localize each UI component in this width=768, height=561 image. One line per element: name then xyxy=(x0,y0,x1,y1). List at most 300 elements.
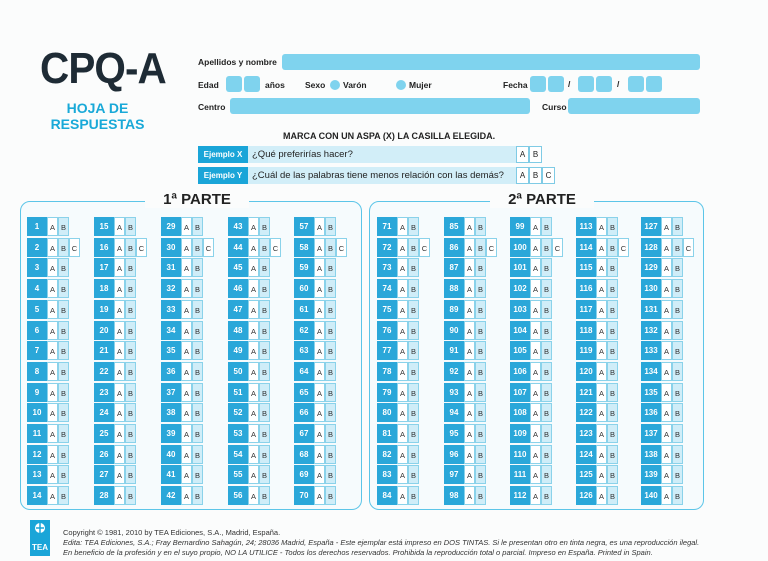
answer-option-b[interactable]: B xyxy=(259,321,270,340)
answer-option-a[interactable]: A xyxy=(248,465,259,484)
answer-option-b[interactable]: B xyxy=(325,238,336,257)
answer-option-b[interactable]: B xyxy=(607,300,618,319)
answer-option-a[interactable]: A xyxy=(181,321,192,340)
answer-option-a[interactable]: A xyxy=(596,445,607,464)
answer-option-b[interactable]: B xyxy=(125,321,136,340)
answer-option-a[interactable]: A xyxy=(181,258,192,277)
answer-option-a[interactable]: A xyxy=(464,258,475,277)
answer-option-a[interactable]: A xyxy=(464,279,475,298)
answer-option-b[interactable]: B xyxy=(408,341,419,360)
answer-option-c[interactable]: C xyxy=(69,238,80,257)
answer-option-b[interactable]: B xyxy=(58,362,69,381)
edad-field-1[interactable] xyxy=(226,76,242,92)
answer-option-a[interactable]: A xyxy=(596,486,607,505)
answer-option-b[interactable]: B xyxy=(259,217,270,236)
answer-option-b[interactable]: B xyxy=(259,424,270,443)
answer-option-b[interactable]: B xyxy=(541,486,552,505)
answer-option-b[interactable]: B xyxy=(58,424,69,443)
answer-option-a[interactable]: A xyxy=(397,445,408,464)
answer-option-b[interactable]: B xyxy=(541,424,552,443)
answer-option-b[interactable]: B xyxy=(475,321,486,340)
answer-option-a[interactable]: A xyxy=(397,279,408,298)
answer-option-a[interactable]: A xyxy=(248,258,259,277)
answer-option-a[interactable]: A xyxy=(47,362,58,381)
answer-option-b[interactable]: B xyxy=(475,258,486,277)
answer-option-b[interactable]: B xyxy=(58,383,69,402)
answer-option-a[interactable]: A xyxy=(181,341,192,360)
answer-option-b[interactable]: B xyxy=(325,383,336,402)
answer-option-c[interactable]: C xyxy=(552,238,563,257)
answer-option-a[interactable]: A xyxy=(661,321,672,340)
example-y-option-a[interactable]: A xyxy=(516,167,529,184)
answer-option-a[interactable]: A xyxy=(530,258,541,277)
answer-option-b[interactable]: B xyxy=(672,217,683,236)
answer-option-b[interactable]: B xyxy=(192,424,203,443)
answer-option-a[interactable]: A xyxy=(596,403,607,422)
answer-option-b[interactable]: B xyxy=(475,445,486,464)
answer-option-a[interactable]: A xyxy=(248,403,259,422)
answer-option-c[interactable]: C xyxy=(486,238,497,257)
answer-option-b[interactable]: B xyxy=(192,341,203,360)
answer-option-a[interactable]: A xyxy=(181,362,192,381)
answer-option-a[interactable]: A xyxy=(114,465,125,484)
answer-option-b[interactable]: B xyxy=(125,362,136,381)
answer-option-a[interactable]: A xyxy=(464,383,475,402)
answer-option-b[interactable]: B xyxy=(125,300,136,319)
answer-option-a[interactable]: A xyxy=(47,258,58,277)
answer-option-b[interactable]: B xyxy=(259,445,270,464)
answer-option-a[interactable]: A xyxy=(661,238,672,257)
answer-option-b[interactable]: B xyxy=(541,238,552,257)
answer-option-a[interactable]: A xyxy=(464,321,475,340)
answer-option-a[interactable]: A xyxy=(114,445,125,464)
answer-option-b[interactable]: B xyxy=(672,300,683,319)
answer-option-b[interactable]: B xyxy=(541,321,552,340)
answer-option-a[interactable]: A xyxy=(181,486,192,505)
answer-option-b[interactable]: B xyxy=(607,445,618,464)
answer-option-a[interactable]: A xyxy=(596,465,607,484)
answer-option-c[interactable]: C xyxy=(270,238,281,257)
answer-option-a[interactable]: A xyxy=(661,279,672,298)
answer-option-a[interactable]: A xyxy=(530,445,541,464)
answer-option-a[interactable]: A xyxy=(530,362,541,381)
answer-option-b[interactable]: B xyxy=(408,424,419,443)
answer-option-a[interactable]: A xyxy=(314,321,325,340)
answer-option-b[interactable]: B xyxy=(475,279,486,298)
answer-option-a[interactable]: A xyxy=(397,403,408,422)
answer-option-b[interactable]: B xyxy=(475,403,486,422)
answer-option-a[interactable]: A xyxy=(464,445,475,464)
answer-option-a[interactable]: A xyxy=(314,424,325,443)
answer-option-b[interactable]: B xyxy=(475,424,486,443)
answer-option-a[interactable]: A xyxy=(314,403,325,422)
answer-option-b[interactable]: B xyxy=(325,321,336,340)
answer-option-c[interactable]: C xyxy=(419,238,430,257)
answer-option-b[interactable]: B xyxy=(475,238,486,257)
varon-radio[interactable] xyxy=(330,80,340,90)
answer-option-b[interactable]: B xyxy=(125,465,136,484)
answer-option-c[interactable]: C xyxy=(336,238,347,257)
answer-option-b[interactable]: B xyxy=(607,383,618,402)
answer-option-b[interactable]: B xyxy=(408,279,419,298)
answer-option-a[interactable]: A xyxy=(397,383,408,402)
answer-option-b[interactable]: B xyxy=(408,403,419,422)
answer-option-a[interactable]: A xyxy=(397,465,408,484)
answer-option-a[interactable]: A xyxy=(464,486,475,505)
answer-option-b[interactable]: B xyxy=(325,279,336,298)
answer-option-b[interactable]: B xyxy=(541,258,552,277)
answer-option-c[interactable]: C xyxy=(618,238,629,257)
answer-option-a[interactable]: A xyxy=(661,486,672,505)
answer-option-a[interactable]: A xyxy=(114,424,125,443)
answer-option-a[interactable]: A xyxy=(248,279,259,298)
answer-option-b[interactable]: B xyxy=(58,321,69,340)
answer-option-a[interactable]: A xyxy=(114,217,125,236)
example-y-option-c[interactable]: C xyxy=(542,167,555,184)
answer-option-a[interactable]: A xyxy=(181,465,192,484)
answer-option-a[interactable]: A xyxy=(181,445,192,464)
answer-option-b[interactable]: B xyxy=(607,279,618,298)
answer-option-a[interactable]: A xyxy=(530,403,541,422)
answer-option-a[interactable]: A xyxy=(47,300,58,319)
answer-option-a[interactable]: A xyxy=(661,403,672,422)
answer-option-b[interactable]: B xyxy=(125,238,136,257)
answer-option-a[interactable]: A xyxy=(397,217,408,236)
fecha-day-1[interactable] xyxy=(530,76,546,92)
answer-option-b[interactable]: B xyxy=(192,300,203,319)
answer-option-a[interactable]: A xyxy=(314,217,325,236)
fecha-day-2[interactable] xyxy=(548,76,564,92)
answer-option-a[interactable]: A xyxy=(530,300,541,319)
answer-option-b[interactable]: B xyxy=(192,321,203,340)
answer-option-b[interactable]: B xyxy=(541,362,552,381)
answer-option-a[interactable]: A xyxy=(596,217,607,236)
fecha-year-2[interactable] xyxy=(646,76,662,92)
answer-option-a[interactable]: A xyxy=(661,465,672,484)
answer-option-b[interactable]: B xyxy=(607,217,618,236)
answer-option-a[interactable]: A xyxy=(248,424,259,443)
answer-option-b[interactable]: B xyxy=(259,362,270,381)
answer-option-b[interactable]: B xyxy=(607,258,618,277)
answer-option-b[interactable]: B xyxy=(672,465,683,484)
answer-option-a[interactable]: A xyxy=(464,424,475,443)
answer-option-b[interactable]: B xyxy=(672,403,683,422)
answer-option-a[interactable]: A xyxy=(464,217,475,236)
answer-option-b[interactable]: B xyxy=(607,424,618,443)
answer-option-a[interactable]: A xyxy=(314,362,325,381)
answer-option-b[interactable]: B xyxy=(475,486,486,505)
answer-option-b[interactable]: B xyxy=(541,445,552,464)
answer-option-a[interactable]: A xyxy=(464,403,475,422)
answer-option-b[interactable]: B xyxy=(408,362,419,381)
answer-option-a[interactable]: A xyxy=(530,279,541,298)
answer-option-a[interactable]: A xyxy=(530,238,541,257)
answer-option-a[interactable]: A xyxy=(47,403,58,422)
fecha-year-1[interactable] xyxy=(628,76,644,92)
answer-option-a[interactable]: A xyxy=(114,258,125,277)
answer-option-a[interactable]: A xyxy=(248,217,259,236)
answer-option-b[interactable]: B xyxy=(607,238,618,257)
answer-option-b[interactable]: B xyxy=(672,486,683,505)
answer-option-b[interactable]: B xyxy=(125,403,136,422)
answer-option-a[interactable]: A xyxy=(248,383,259,402)
answer-option-a[interactable]: A xyxy=(530,486,541,505)
answer-option-b[interactable]: B xyxy=(325,217,336,236)
answer-option-a[interactable]: A xyxy=(181,217,192,236)
example-x-option-b[interactable]: B xyxy=(529,146,542,163)
answer-option-b[interactable]: B xyxy=(325,341,336,360)
answer-option-b[interactable]: B xyxy=(259,279,270,298)
answer-option-b[interactable]: B xyxy=(58,258,69,277)
answer-option-b[interactable]: B xyxy=(58,238,69,257)
answer-option-b[interactable]: B xyxy=(541,300,552,319)
answer-option-b[interactable]: B xyxy=(192,217,203,236)
answer-option-a[interactable]: A xyxy=(397,341,408,360)
answer-option-a[interactable]: A xyxy=(530,217,541,236)
answer-option-b[interactable]: B xyxy=(672,383,683,402)
answer-option-b[interactable]: B xyxy=(125,445,136,464)
answer-option-b[interactable]: B xyxy=(125,279,136,298)
answer-option-b[interactable]: B xyxy=(125,424,136,443)
answer-option-b[interactable]: B xyxy=(541,383,552,402)
answer-option-a[interactable]: A xyxy=(181,279,192,298)
answer-option-c[interactable]: C xyxy=(203,238,214,257)
answer-option-b[interactable]: B xyxy=(192,486,203,505)
answer-option-b[interactable]: B xyxy=(325,300,336,319)
answer-option-a[interactable]: A xyxy=(114,279,125,298)
answer-option-b[interactable]: B xyxy=(475,383,486,402)
answer-option-b[interactable]: B xyxy=(607,403,618,422)
answer-option-a[interactable]: A xyxy=(47,238,58,257)
answer-option-a[interactable]: A xyxy=(47,424,58,443)
answer-option-a[interactable]: A xyxy=(314,445,325,464)
answer-option-b[interactable]: B xyxy=(607,486,618,505)
answer-option-a[interactable]: A xyxy=(114,238,125,257)
answer-option-a[interactable]: A xyxy=(661,383,672,402)
answer-option-a[interactable]: A xyxy=(114,321,125,340)
answer-option-b[interactable]: B xyxy=(408,321,419,340)
answer-option-b[interactable]: B xyxy=(672,238,683,257)
answer-option-a[interactable]: A xyxy=(661,258,672,277)
answer-option-a[interactable]: A xyxy=(397,321,408,340)
curso-field[interactable] xyxy=(568,98,700,114)
answer-option-a[interactable]: A xyxy=(47,217,58,236)
answer-option-a[interactable]: A xyxy=(314,238,325,257)
answer-option-a[interactable]: A xyxy=(530,465,541,484)
answer-option-b[interactable]: B xyxy=(541,279,552,298)
answer-option-b[interactable]: B xyxy=(541,403,552,422)
answer-option-b[interactable]: B xyxy=(408,238,419,257)
answer-option-a[interactable]: A xyxy=(248,486,259,505)
answer-option-b[interactable]: B xyxy=(125,258,136,277)
answer-option-a[interactable]: A xyxy=(397,362,408,381)
answer-option-b[interactable]: B xyxy=(259,258,270,277)
answer-option-b[interactable]: B xyxy=(259,238,270,257)
answer-option-b[interactable]: B xyxy=(192,383,203,402)
answer-option-b[interactable]: B xyxy=(259,403,270,422)
answer-option-b[interactable]: B xyxy=(325,403,336,422)
answer-option-b[interactable]: B xyxy=(475,362,486,381)
answer-option-b[interactable]: B xyxy=(259,341,270,360)
answer-option-a[interactable]: A xyxy=(596,383,607,402)
answer-option-b[interactable]: B xyxy=(325,486,336,505)
fecha-month-1[interactable] xyxy=(578,76,594,92)
mujer-radio[interactable] xyxy=(396,80,406,90)
answer-option-a[interactable]: A xyxy=(397,424,408,443)
answer-option-a[interactable]: A xyxy=(114,486,125,505)
answer-option-a[interactable]: A xyxy=(661,424,672,443)
fecha-month-2[interactable] xyxy=(596,76,612,92)
answer-option-a[interactable]: A xyxy=(248,341,259,360)
answer-option-b[interactable]: B xyxy=(475,217,486,236)
answer-option-a[interactable]: A xyxy=(464,341,475,360)
answer-option-a[interactable]: A xyxy=(47,445,58,464)
answer-option-a[interactable]: A xyxy=(47,465,58,484)
answer-option-b[interactable]: B xyxy=(541,217,552,236)
answer-option-b[interactable]: B xyxy=(192,465,203,484)
answer-option-a[interactable]: A xyxy=(661,341,672,360)
answer-option-a[interactable]: A xyxy=(596,258,607,277)
answer-option-b[interactable]: B xyxy=(672,258,683,277)
answer-option-b[interactable]: B xyxy=(125,486,136,505)
apellidos-field[interactable] xyxy=(282,54,700,70)
answer-option-a[interactable]: A xyxy=(248,362,259,381)
answer-option-b[interactable]: B xyxy=(325,424,336,443)
answer-option-b[interactable]: B xyxy=(672,424,683,443)
answer-option-a[interactable]: A xyxy=(596,238,607,257)
answer-option-a[interactable]: A xyxy=(181,403,192,422)
answer-option-b[interactable]: B xyxy=(325,258,336,277)
answer-option-b[interactable]: B xyxy=(408,300,419,319)
answer-option-b[interactable]: B xyxy=(325,445,336,464)
answer-option-b[interactable]: B xyxy=(325,362,336,381)
answer-option-a[interactable]: A xyxy=(181,238,192,257)
answer-option-b[interactable]: B xyxy=(325,465,336,484)
answer-option-a[interactable]: A xyxy=(181,383,192,402)
answer-option-b[interactable]: B xyxy=(58,445,69,464)
answer-option-b[interactable]: B xyxy=(408,217,419,236)
answer-option-a[interactable]: A xyxy=(596,424,607,443)
answer-option-b[interactable]: B xyxy=(125,341,136,360)
answer-option-b[interactable]: B xyxy=(125,217,136,236)
answer-option-a[interactable]: A xyxy=(181,424,192,443)
answer-option-b[interactable]: B xyxy=(672,341,683,360)
answer-option-a[interactable]: A xyxy=(181,300,192,319)
example-x-option-a[interactable]: A xyxy=(516,146,529,163)
answer-option-a[interactable]: A xyxy=(47,321,58,340)
answer-option-b[interactable]: B xyxy=(475,341,486,360)
answer-option-b[interactable]: B xyxy=(58,341,69,360)
answer-option-a[interactable]: A xyxy=(314,258,325,277)
answer-option-b[interactable]: B xyxy=(408,465,419,484)
answer-option-a[interactable]: A xyxy=(530,424,541,443)
answer-option-b[interactable]: B xyxy=(607,362,618,381)
answer-option-a[interactable]: A xyxy=(314,383,325,402)
answer-option-b[interactable]: B xyxy=(672,279,683,298)
answer-option-a[interactable]: A xyxy=(248,321,259,340)
answer-option-b[interactable]: B xyxy=(192,403,203,422)
answer-option-a[interactable]: A xyxy=(314,279,325,298)
answer-option-a[interactable]: A xyxy=(314,300,325,319)
answer-option-a[interactable]: A xyxy=(314,486,325,505)
answer-option-b[interactable]: B xyxy=(607,341,618,360)
answer-option-c[interactable]: C xyxy=(683,238,694,257)
answer-option-b[interactable]: B xyxy=(259,383,270,402)
centro-field[interactable] xyxy=(230,98,530,114)
edad-field-2[interactable] xyxy=(244,76,260,92)
answer-option-b[interactable]: B xyxy=(58,279,69,298)
answer-option-a[interactable]: A xyxy=(661,362,672,381)
answer-option-a[interactable]: A xyxy=(248,445,259,464)
answer-option-a[interactable]: A xyxy=(596,341,607,360)
answer-option-a[interactable]: A xyxy=(314,465,325,484)
answer-option-b[interactable]: B xyxy=(58,465,69,484)
answer-option-a[interactable]: A xyxy=(114,362,125,381)
answer-option-a[interactable]: A xyxy=(530,383,541,402)
answer-option-a[interactable]: A xyxy=(397,486,408,505)
answer-option-a[interactable]: A xyxy=(661,300,672,319)
answer-option-b[interactable]: B xyxy=(408,383,419,402)
answer-option-b[interactable]: B xyxy=(541,465,552,484)
answer-option-a[interactable]: A xyxy=(114,403,125,422)
answer-option-b[interactable]: B xyxy=(192,279,203,298)
answer-option-a[interactable]: A xyxy=(397,300,408,319)
answer-option-c[interactable]: C xyxy=(136,238,147,257)
answer-option-b[interactable]: B xyxy=(672,445,683,464)
answer-option-b[interactable]: B xyxy=(408,258,419,277)
answer-option-b[interactable]: B xyxy=(475,300,486,319)
answer-option-b[interactable]: B xyxy=(259,300,270,319)
answer-option-a[interactable]: A xyxy=(114,383,125,402)
answer-option-a[interactable]: A xyxy=(114,341,125,360)
answer-option-b[interactable]: B xyxy=(58,403,69,422)
answer-option-a[interactable]: A xyxy=(248,300,259,319)
answer-option-b[interactable]: B xyxy=(541,341,552,360)
answer-option-a[interactable]: A xyxy=(248,238,259,257)
answer-option-b[interactable]: B xyxy=(259,486,270,505)
answer-option-a[interactable]: A xyxy=(47,486,58,505)
answer-option-a[interactable]: A xyxy=(464,362,475,381)
answer-option-b[interactable]: B xyxy=(408,486,419,505)
answer-option-a[interactable]: A xyxy=(464,465,475,484)
answer-option-b[interactable]: B xyxy=(125,383,136,402)
answer-option-a[interactable]: A xyxy=(314,341,325,360)
answer-option-b[interactable]: B xyxy=(192,238,203,257)
answer-option-a[interactable]: A xyxy=(47,383,58,402)
answer-option-b[interactable]: B xyxy=(58,486,69,505)
answer-option-a[interactable]: A xyxy=(596,300,607,319)
answer-option-b[interactable]: B xyxy=(672,321,683,340)
answer-option-b[interactable]: B xyxy=(58,217,69,236)
answer-option-b[interactable]: B xyxy=(192,258,203,277)
answer-option-b[interactable]: B xyxy=(192,362,203,381)
answer-option-b[interactable]: B xyxy=(58,300,69,319)
answer-option-a[interactable]: A xyxy=(114,300,125,319)
answer-option-a[interactable]: A xyxy=(596,279,607,298)
answer-option-a[interactable]: A xyxy=(661,217,672,236)
answer-option-a[interactable]: A xyxy=(47,279,58,298)
answer-option-a[interactable]: A xyxy=(397,258,408,277)
answer-option-a[interactable]: A xyxy=(464,238,475,257)
answer-option-a[interactable]: A xyxy=(397,238,408,257)
answer-option-a[interactable]: A xyxy=(596,362,607,381)
answer-option-b[interactable]: B xyxy=(408,445,419,464)
answer-option-b[interactable]: B xyxy=(607,465,618,484)
answer-option-a[interactable]: A xyxy=(661,445,672,464)
example-y-option-b[interactable]: B xyxy=(529,167,542,184)
answer-option-a[interactable]: A xyxy=(530,341,541,360)
answer-option-a[interactable]: A xyxy=(47,341,58,360)
